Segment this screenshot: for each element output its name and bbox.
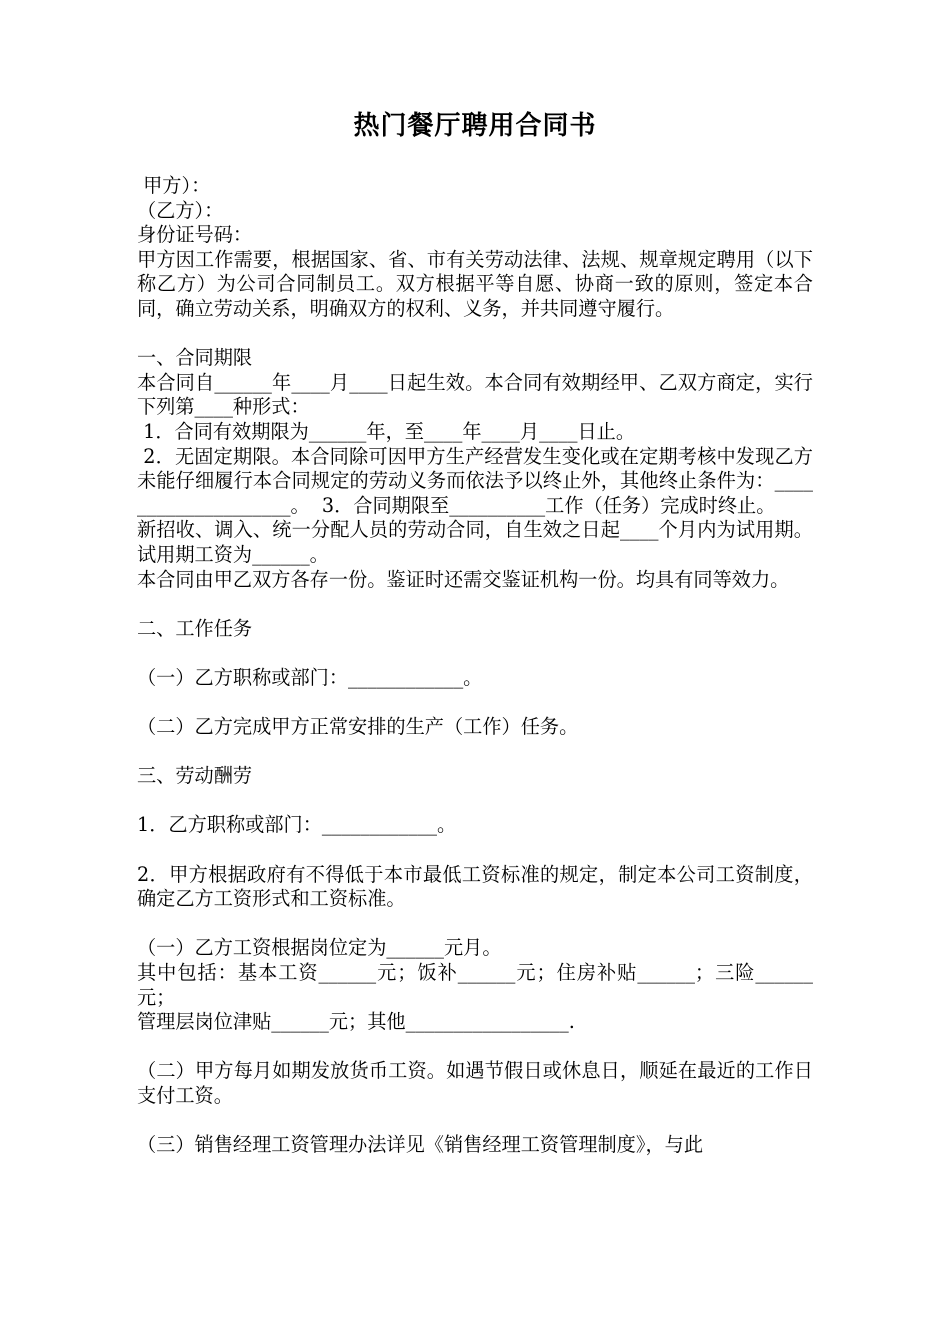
term-effective-paragraph: 本合同自______年____月____日起生效。本合同有效期经甲、乙双方商定，实行下列第____种形式： xyxy=(137,370,813,419)
paragraph-gap xyxy=(137,322,813,347)
paragraph-gap xyxy=(137,690,813,715)
party-a-line: 甲方）： xyxy=(137,174,211,197)
section-heading-tasks: 二、工作任务 xyxy=(137,616,253,640)
task-item-2: （二）乙方完成甲方正常安排的生产（工作）任务。 xyxy=(137,715,579,739)
copies-paragraph: 本合同由甲乙双方各存一份。鉴证时还需交鉴证机构一份。均具有同等效力。 xyxy=(137,567,790,591)
id-number-line: 身份证号码： xyxy=(137,223,253,247)
paragraph-gap xyxy=(137,740,813,765)
term-option-2-3: 2．无固定期限。本合同除可因甲方生产经营发生变化或在定期考核中发现乙方未能仔细履行本合同规定的劳动义务而依法予以终止外，其他终止条件为：____________________。 3．合同期限至__________工作（任务）完成时终止。 xyxy=(137,444,813,517)
wage-item-1: （一）乙方工资根据岗位定为______元月。 xyxy=(137,936,502,960)
section-heading-term: 一、合同期限 xyxy=(137,346,253,370)
term-option-1: 1．合同有效期限为______年，至____年____月____日止。 xyxy=(137,419,636,443)
document-body xyxy=(137,174,813,1158)
paragraph-gap xyxy=(137,1035,813,1060)
wage-allowance-line: 管理层岗位津贴______元；其他_________________. xyxy=(137,1010,575,1034)
wage-item-2: （二）甲方每月如期发放货币工资。如遇节假日或休息日，顺延在最近的工作日支付工资。 xyxy=(137,1059,813,1107)
section-heading-remuneration: 三、劳动酬劳 xyxy=(137,764,253,788)
paragraph-gap xyxy=(137,789,813,814)
paragraph-gap xyxy=(137,912,813,937)
paragraph-gap xyxy=(137,641,813,666)
paragraph-gap xyxy=(137,592,813,617)
probation-paragraph: 新招收、调入、统一分配人员的劳动合同，自生效之日起____个月内为试用期。试用期工资为______。 xyxy=(137,518,813,566)
paragraph-gap xyxy=(137,1109,813,1134)
preamble-paragraph: 甲方因工作需要，根据国家、省、市有关劳动法律、法规、规章规定聘用（以下称乙方）为公司合同制员工。双方根据平等自愿、协商一致的原则，签定本合同，确立劳动关系，明确双方的权利、义务，并共同遵守履行。 xyxy=(137,247,813,320)
task-item-1: （一）乙方职称或部门：____________。 xyxy=(137,665,483,689)
remuneration-item-2: 2．甲方根据政府有不得低于本市最低工资标准的规定，制定本公司工资制度，确定乙方工资形式和工资标准。 xyxy=(137,862,813,911)
wage-breakdown-line: 其中包括：基本工资______元；饭补______元；住房补贴______；三险______元； xyxy=(137,961,813,1009)
remuneration-item-1: 1．乙方职称或部门：____________。 xyxy=(137,813,457,837)
party-b-line: （乙方）： xyxy=(137,198,224,222)
paragraph-gap xyxy=(137,838,813,863)
wage-item-3: （三）销售经理工资管理办法详见《销售经理工资管理制度》，与此 xyxy=(137,1133,704,1157)
document-title: 热门餐厅聘用合同书 xyxy=(353,111,597,141)
